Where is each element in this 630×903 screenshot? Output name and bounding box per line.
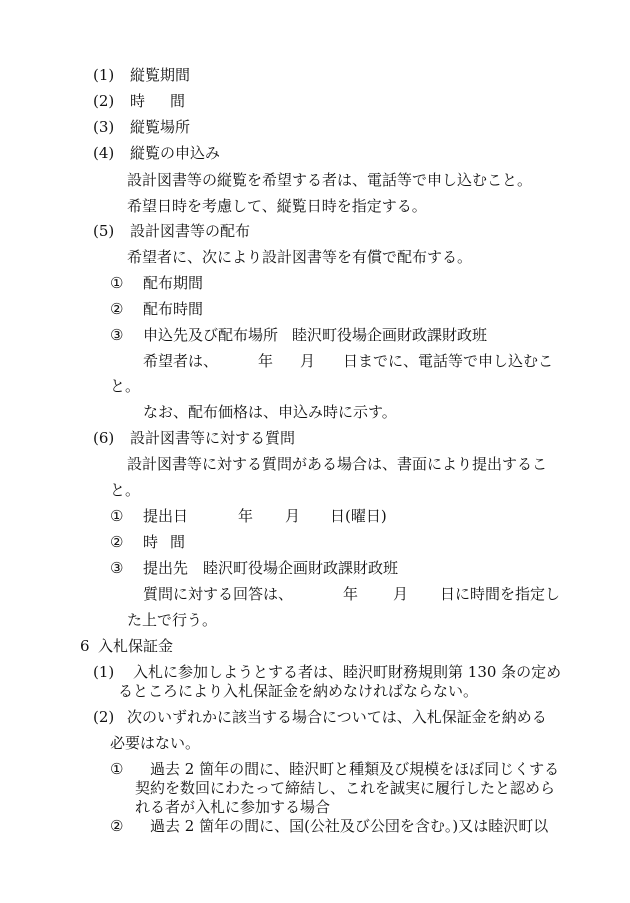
subitem-number: ①	[110, 760, 124, 778]
body-text: 日までに、電話等で申し込むこ	[343, 352, 554, 370]
year-label: 年	[238, 507, 254, 525]
subitem-number: ①	[110, 507, 124, 525]
item-6-body-line	[0, 480, 630, 500]
subitem-heading	[0, 299, 630, 319]
body-text: 設計図書等の縦覧を希望する者は、電話等で申し込むこと。	[127, 171, 533, 189]
body-text: 次のいずれかに該当する場合については、入札保証金を納める	[127, 708, 547, 726]
month-label: 月	[285, 507, 301, 525]
body-text: 希望者は、	[143, 352, 219, 370]
body-text: 質問に対する回答は、	[143, 585, 294, 603]
subitem-number: ①	[110, 274, 124, 292]
item-title-part: 間	[170, 92, 186, 110]
item-4-body-line	[0, 196, 630, 216]
price-note-line	[0, 402, 630, 422]
item-1-heading	[0, 65, 630, 85]
item-title: 設計図書等に対する質問	[130, 429, 296, 447]
body-text: 入札に参加しようとする者は、睦沢町財務規則第 130 条の定め	[133, 663, 562, 681]
section-number: 6	[80, 637, 90, 655]
item-number: (2)	[93, 708, 115, 726]
item-4-heading	[0, 143, 630, 163]
year-label: 年	[258, 352, 274, 370]
office-name: 睦沢町役場企画財政課財政班	[203, 559, 399, 577]
item-number: (1)	[93, 66, 115, 84]
section6-subitem-1-line	[0, 759, 630, 779]
item-title: 設計図書等の配布	[130, 222, 251, 240]
subitem-title: 申込先及び配布場所	[143, 326, 279, 344]
office-name: 睦沢町役場企画財政課財政班	[292, 326, 488, 344]
body-text: るところにより入札保証金を納めなければならない。	[118, 682, 479, 700]
item-title: 縦覧場所	[130, 118, 191, 136]
section6-item-2-line	[0, 707, 630, 727]
subitem-number: ③	[110, 326, 124, 344]
item-number: (2)	[93, 92, 115, 110]
item-6-heading	[0, 428, 630, 448]
body-text: た上で行う。	[127, 611, 218, 629]
subitem-heading	[0, 506, 630, 526]
subitem-title: 提出日	[143, 507, 189, 525]
section-title: 入札保証金	[98, 637, 174, 655]
month-label: 月	[393, 585, 409, 603]
deadline-line	[0, 351, 630, 371]
section6-subitem-2-line	[0, 816, 630, 836]
body-text: なお、配布価格は、申込み時に示す。	[143, 403, 397, 421]
year-label: 年	[343, 585, 359, 603]
item-number: (1)	[93, 663, 115, 681]
item-number: (3)	[93, 118, 115, 136]
section-heading	[0, 636, 630, 656]
item-title: 縦覧の申込み	[130, 144, 221, 162]
answer-line	[0, 584, 630, 604]
subitem-title: 提出先	[143, 559, 189, 577]
body-text: と。	[110, 377, 141, 395]
body-text: 過去 2 箇年の間に、睦沢町と種類及び規模をほぼ同じくする	[150, 760, 560, 778]
item-5-body-line	[0, 247, 630, 267]
month-label: 月	[300, 352, 316, 370]
body-text: 希望日時を考慮して、縦覧日時を指定する。	[127, 197, 427, 215]
deadline-line-wrap	[0, 376, 630, 396]
item-number: (4)	[93, 144, 115, 162]
subitem-number: ③	[110, 559, 124, 577]
subitem-heading	[0, 532, 630, 552]
subitem-heading	[0, 325, 630, 345]
body-text: 過去 2 箇年の間に、国(公社及び公団を含む。)又は睦沢町以	[150, 817, 549, 835]
body-text: 必要はない。	[110, 734, 201, 752]
body-text: 契約を数回にわたって締結し、これを誠実に履行したと認めら	[135, 779, 556, 797]
item-title-part: 時	[130, 92, 146, 110]
subitem-number: ②	[110, 533, 124, 551]
item-4-body-line	[0, 170, 630, 190]
section6-item-1-line	[0, 681, 630, 701]
item-6-body-line	[0, 454, 630, 474]
item-number: (5)	[93, 222, 115, 240]
body-text: 希望者に、次により設計図書等を有償で配布する。	[127, 248, 473, 266]
subitem-title: 配布時間	[143, 300, 204, 318]
day-label: 日(曜日)	[330, 507, 387, 525]
subitem-heading	[0, 273, 630, 293]
body-text: 設計図書等に対する質問がある場合は、書面により提出するこ	[127, 455, 548, 473]
section6-subitem-1-line	[0, 778, 630, 798]
subitem-number: ②	[110, 817, 124, 835]
item-number: (6)	[93, 429, 115, 447]
item-3-heading	[0, 117, 630, 137]
section6-item-1-line	[0, 662, 630, 682]
body-text: れる者が入札に参加する場合	[135, 798, 331, 816]
section6-item-2-line	[0, 733, 630, 753]
subitem-heading	[0, 558, 630, 578]
item-title: 縦覧期間	[130, 66, 191, 84]
item-5-heading	[0, 221, 630, 241]
subitem-title: 配布期間	[143, 274, 204, 292]
subitem-title-part: 間	[170, 533, 186, 551]
item-2-heading	[0, 91, 630, 111]
answer-line-wrap	[0, 610, 630, 630]
body-text: と。	[110, 481, 141, 499]
subitem-number: ②	[110, 300, 124, 318]
body-text: 日に時間を指定し	[440, 585, 561, 603]
section6-subitem-1-line	[0, 797, 630, 817]
subitem-title-part: 時	[143, 533, 159, 551]
